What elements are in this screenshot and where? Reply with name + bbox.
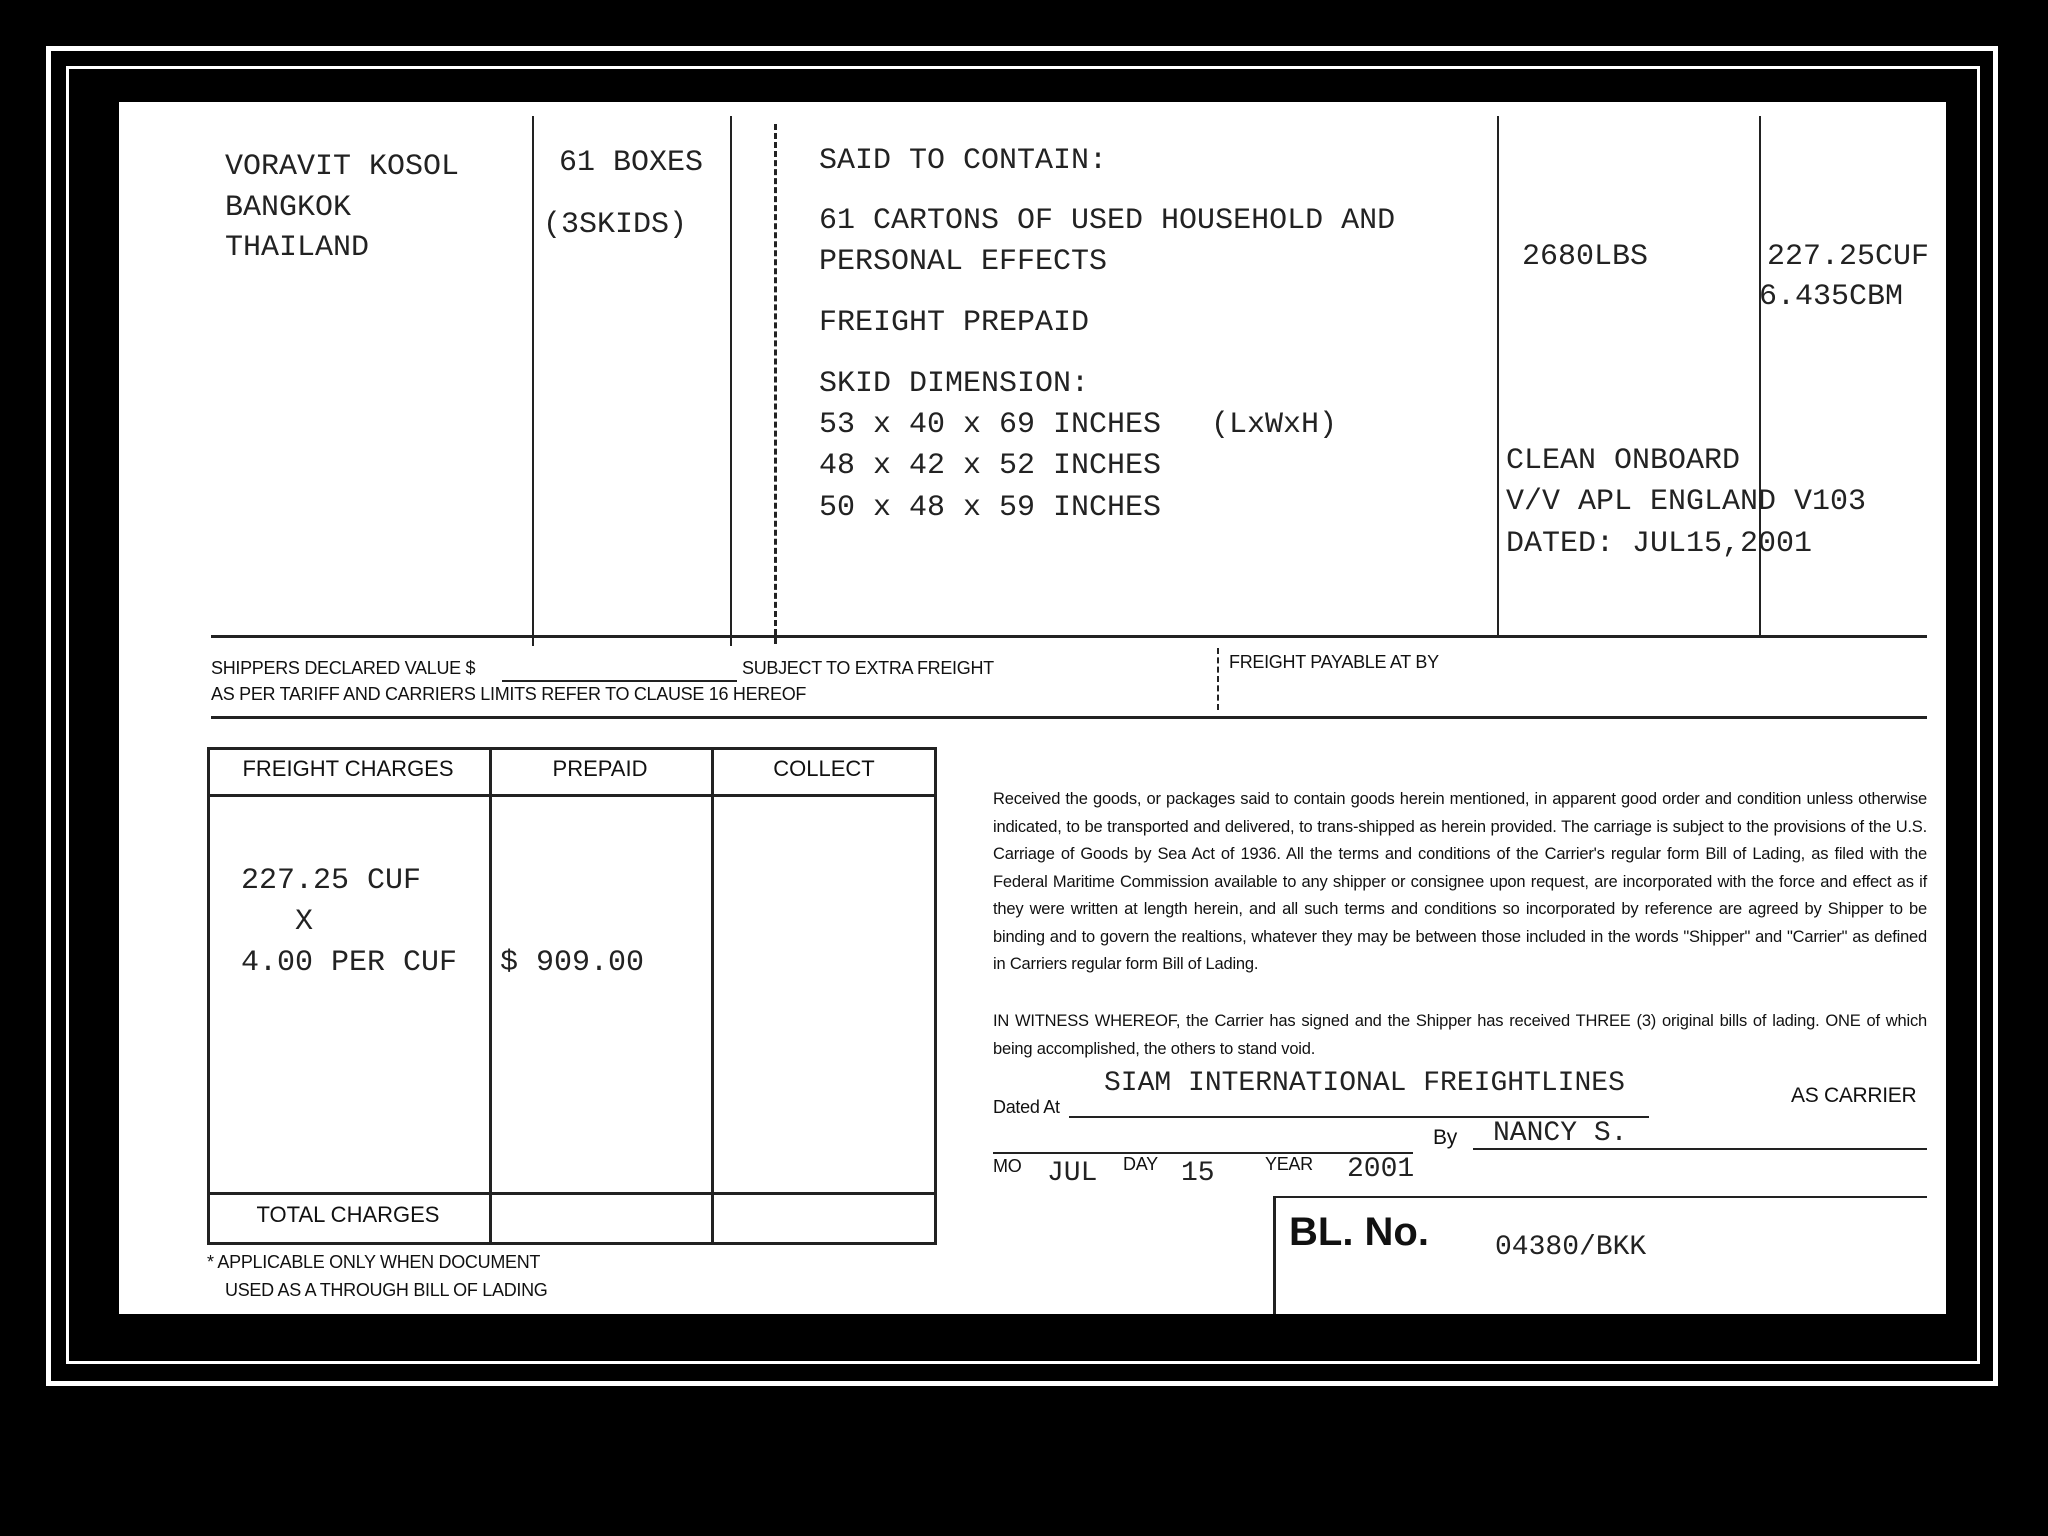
column-divider [730, 116, 732, 646]
section-rule [211, 635, 1927, 638]
consignee-city: BANGKOK [225, 191, 352, 225]
measurement-cbm: 6.435CBM [1759, 280, 1904, 314]
year-value: 2001 [1347, 1154, 1415, 1185]
extra-freight-label: SUBJECT TO EXTRA FREIGHT [742, 658, 994, 678]
prepaid-header: PREPAID [552, 756, 648, 781]
description-header: SAID TO CONTAIN: [819, 144, 1108, 178]
gross-weight: 2680LBS [1522, 240, 1649, 274]
package-count: 61 BOXES [559, 146, 704, 180]
declared-value-line [502, 680, 737, 682]
payable-divider [1217, 648, 1219, 710]
carrier-name: SIAM INTERNATIONAL FREIGHTLINES [1104, 1068, 1625, 1099]
measurement-cuf: 227.25CUF [1767, 240, 1930, 274]
through-bl-note: USED AS A THROUGH BILL OF LADING [225, 1280, 548, 1300]
terms-text: Received the goods, or packages said to contain goods herein mentioned, in apparent good order and condition unless otherwise indicated, to be transported and delivered, to trans-shipped as herein provided. The carriage is subject to the provisions of the U.S. Carriage of Goods by Sea Act of 1936. All the terms and conditions of the Carrier's regular form Bill of Lading, as filed with the Federal Maritime Commission available to any shipper or consignee upon request, are incorporated with the force and effect as if they were written at length herein, and all such terms and conditions so incorporated by reference are agreed by Shipper to be binding and to govern the realtions, whatever they may be between those included in the words "Shipper" and "Carrier" as defined in Carriers regular form Bill of Lading. [993, 790, 1927, 973]
freight-charges-table [207, 747, 937, 1245]
section-rule [211, 716, 1927, 719]
table-column-divider [489, 747, 492, 1245]
dimension-unit: (LxWxH) [1211, 408, 1338, 442]
through-bl-note: * APPLICABLE ONLY WHEN DOCUMENT [207, 1252, 541, 1272]
bl-number-label: BL. No. [1289, 1210, 1429, 1254]
month-value: JUL [1047, 1158, 1098, 1189]
collect-header: COLLECT [773, 756, 875, 781]
dashed-divider [774, 124, 777, 644]
consignee-country: THAILAND [225, 231, 370, 265]
skid-count: (3SKIDS) [543, 208, 688, 242]
year-label: YEAR [1265, 1154, 1313, 1174]
table-total-rule [207, 1192, 937, 1195]
prepaid-amount: $ 909.00 [500, 946, 645, 980]
skid-dimension: 53 x 40 x 69 INCHES [819, 408, 1162, 442]
as-carrier-label: AS CARRIER [1791, 1084, 1917, 1107]
description-line: PERSONAL EFFECTS [819, 245, 1108, 279]
skid-dimension-header: SKID DIMENSION: [819, 367, 1090, 401]
freight-charges-header: FREIGHT CHARGES [242, 756, 454, 781]
bl-box-side [1273, 1196, 1276, 1314]
freight-payable-label: FREIGHT PAYABLE AT BY [1229, 652, 1439, 672]
vessel-voyage: V/V APL ENGLAND V103 [1506, 485, 1867, 519]
total-charges-label: TOTAL CHARGES [256, 1202, 440, 1227]
charge-calc-multiply: X [295, 905, 314, 939]
charge-calc-volume: 227.25 CUF [241, 864, 422, 898]
skid-dimension: 50 x 48 x 59 INCHES [819, 491, 1162, 525]
witness-text: IN WITNESS WHEREOF, the Carrier has signed and the Shipper has received THREE (3) original bills of lading. ONE of which being accomplished, the others to stand void. [993, 1012, 1927, 1058]
skid-dimension: 48 x 42 x 52 INCHES [819, 449, 1162, 483]
description-line: 61 CARTONS OF USED HOUSEHOLD AND [819, 204, 1396, 238]
onboard-status: CLEAN ONBOARD [1506, 444, 1741, 478]
charge-calc-rate: 4.00 PER CUF [241, 946, 458, 980]
tariff-note: AS PER TARIFF AND CARRIERS LIMITS REFER TO CLAUSE 16 HEREOF [211, 684, 807, 704]
declared-value-label: SHIPPERS DECLARED VALUE $ [211, 658, 476, 678]
month-label: MO [993, 1156, 1022, 1176]
bl-box-top [1273, 1196, 1927, 1198]
bill-of-lading-document [119, 102, 1946, 1314]
day-value: 15 [1181, 1158, 1215, 1189]
by-label: By [1433, 1126, 1457, 1149]
onboard-date: DATED: JUL15,2001 [1506, 527, 1813, 561]
column-divider [532, 116, 534, 646]
bl-number: 04380/BKK [1495, 1232, 1647, 1263]
table-column-divider [711, 747, 714, 1245]
dated-at-label: Dated At [993, 1097, 1060, 1117]
day-label: DAY [1123, 1154, 1158, 1174]
signatory-name: NANCY S. [1493, 1118, 1628, 1149]
consignee-name: VORAVIT KOSOL [225, 150, 460, 184]
column-divider [1497, 116, 1499, 636]
freight-terms: FREIGHT PREPAID [819, 306, 1090, 340]
table-header-rule [207, 794, 937, 797]
